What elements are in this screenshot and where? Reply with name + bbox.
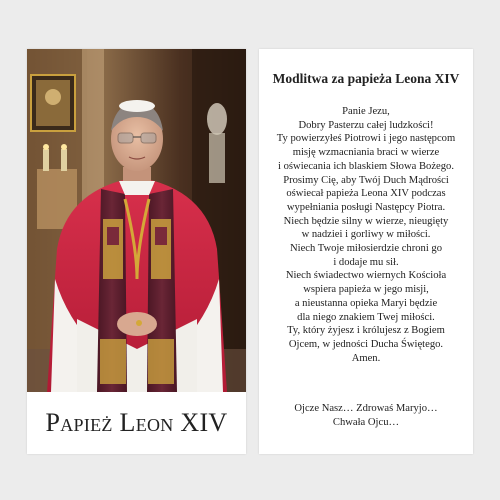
prayer-line: Ojcem, w jedności Ducha Świętego.	[288, 338, 444, 350]
prayer-footer	[259, 402, 473, 429]
prayer-line: Ty, który żyjesz i królujesz z Bogiem	[287, 325, 445, 337]
prayer-line: Niech świadectwo wiernych Kościoła	[285, 270, 447, 282]
prayer-line: a nieustanna opieka Maryi będzie	[294, 297, 438, 309]
prayer-line: Niech będzie silny w wierze, nieugięty	[283, 215, 449, 227]
prayer-line: misję wzmacniania braci w wierze	[292, 147, 440, 159]
prayer-line: w nadziei i gorliwy w miłości.	[301, 229, 431, 241]
prayer-line: i dodaje mu sił.	[333, 256, 399, 268]
prayer-card	[259, 49, 473, 454]
pope-portrait-photo	[27, 49, 246, 392]
prayer-text	[259, 105, 473, 365]
prayer-title: Modlitwa za papieża Leona XIV	[272, 71, 460, 86]
prayer-line: oświecał papieża Leona XIV podczas	[286, 188, 446, 200]
portrait-caption: Papież Leon XIV	[45, 408, 228, 437]
prayer-line: Panie Jezu,	[342, 106, 390, 117]
footer-line: Ojcze Nasz… Zdrowaś Maryjo…	[294, 403, 438, 414]
prayer-line: Niech Twoje miłosierdzie chroni go	[289, 243, 443, 255]
prayer-line: dla niego znakiem Twej miłości.	[297, 311, 435, 323]
prayer-line: wypełniania posługi Następcy Piotra.	[286, 201, 446, 213]
footer-line: Chwała Ojcu…	[332, 416, 400, 428]
prayer-line: i oświecania ich blaskiem Słowa Bożego.	[278, 160, 454, 172]
portrait-card	[27, 49, 246, 454]
prayer-line: Dobry Pasterzu całej ludzkości!	[298, 119, 434, 131]
prayer-line: Prosimy Cię, aby Twój Duch Mądrości	[283, 174, 449, 186]
prayer-line: Amen.	[351, 352, 381, 364]
prayer-line: wspiera papieża w jego misji,	[303, 284, 429, 296]
prayer-line: Ty powierzyłeś Piotrowi i jego następcom	[276, 133, 456, 145]
